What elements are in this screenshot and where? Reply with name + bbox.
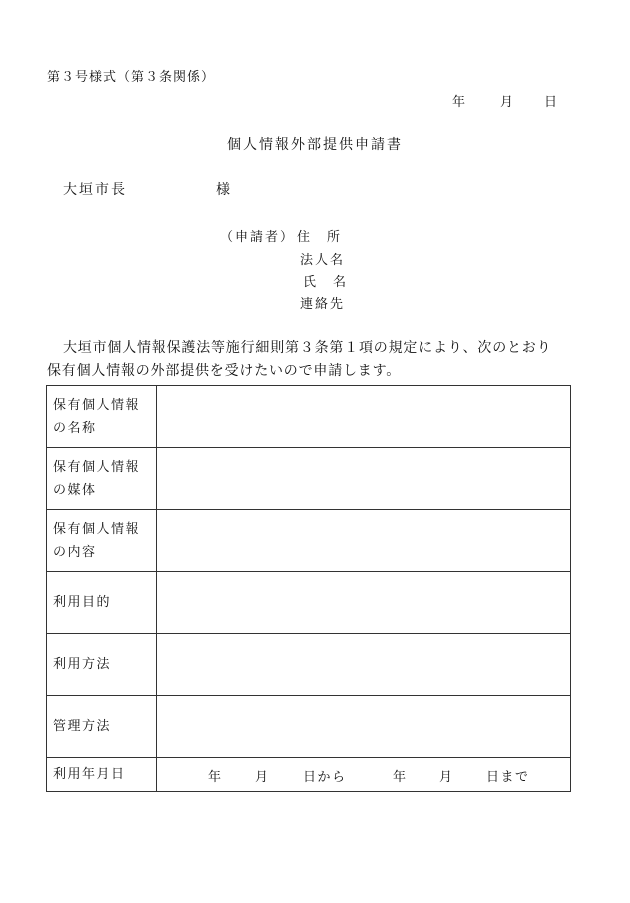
row-label bbox=[47, 634, 157, 696]
applicant-corporation-label: 法人名 bbox=[300, 253, 346, 268]
row-label bbox=[47, 386, 157, 448]
info-content-field[interactable] bbox=[157, 510, 571, 572]
applicant-address-label: 住 所 bbox=[297, 230, 343, 245]
row-label-line-2: の名称 bbox=[53, 420, 97, 436]
row-label-line-1: 保有個人情報 bbox=[53, 521, 141, 537]
date-month-label: 月 bbox=[500, 95, 514, 110]
period-to-year: 年 bbox=[393, 770, 408, 785]
row-label-line-2: の内容 bbox=[53, 544, 97, 560]
info-name-field[interactable] bbox=[157, 386, 571, 448]
row-label: 利用年月日 bbox=[47, 758, 157, 792]
period-from-year: 年 bbox=[208, 770, 223, 785]
table-row bbox=[47, 448, 571, 510]
table-row bbox=[47, 572, 571, 634]
table-row bbox=[47, 696, 571, 758]
applicant-name-label: 氏 名 bbox=[303, 275, 349, 290]
purpose-field[interactable] bbox=[157, 572, 571, 634]
date-year-label: 年 bbox=[452, 95, 466, 110]
row-label-line-1: 利用目的 bbox=[53, 595, 112, 610]
period-from-month: 月 bbox=[255, 770, 270, 785]
row-label-line-2: の媒体 bbox=[53, 482, 97, 498]
period-from-day: 日から bbox=[303, 770, 347, 785]
period-to-day: 日まで bbox=[486, 770, 530, 785]
usage-period-field[interactable] bbox=[157, 758, 571, 792]
management-method-field[interactable] bbox=[157, 696, 571, 758]
application-table bbox=[46, 385, 571, 792]
row-label bbox=[47, 510, 157, 572]
usage-method-field[interactable] bbox=[157, 634, 571, 696]
request-statement-line-1: 大垣市個人情報保護法等施行細則第３条第１項の規定により、次のとおり bbox=[63, 340, 552, 356]
info-medium-field[interactable] bbox=[157, 448, 571, 510]
addressee: 大垣市長 bbox=[63, 182, 127, 198]
row-label bbox=[47, 696, 157, 758]
row-label-line-1: 保有個人情報 bbox=[53, 459, 141, 475]
table-row bbox=[47, 510, 571, 572]
applicant-contact-label: 連絡先 bbox=[300, 297, 346, 312]
addressee-honorific: 様 bbox=[216, 182, 230, 198]
request-statement bbox=[47, 337, 577, 383]
table-row bbox=[47, 634, 571, 696]
table-row bbox=[47, 758, 571, 792]
row-label bbox=[47, 572, 157, 634]
row-label-line-1: 保有個人情報 bbox=[53, 397, 141, 413]
form-number-label: 第３号様式（第３条関係） bbox=[47, 70, 216, 85]
document-title: 個人情報外部提供申請書 bbox=[227, 137, 403, 153]
applicant-role-label: （申請者） bbox=[220, 230, 296, 245]
period-to-month: 月 bbox=[439, 770, 454, 785]
row-label-line-1: 利用方法 bbox=[53, 657, 112, 672]
row-label-line-1: 管理方法 bbox=[53, 719, 112, 734]
table-row bbox=[47, 386, 571, 448]
row-label bbox=[47, 448, 157, 510]
request-statement-line-2: 保有個人情報の外部提供を受けたいので申請します。 bbox=[47, 363, 402, 379]
date-day-label: 日 bbox=[544, 95, 558, 110]
